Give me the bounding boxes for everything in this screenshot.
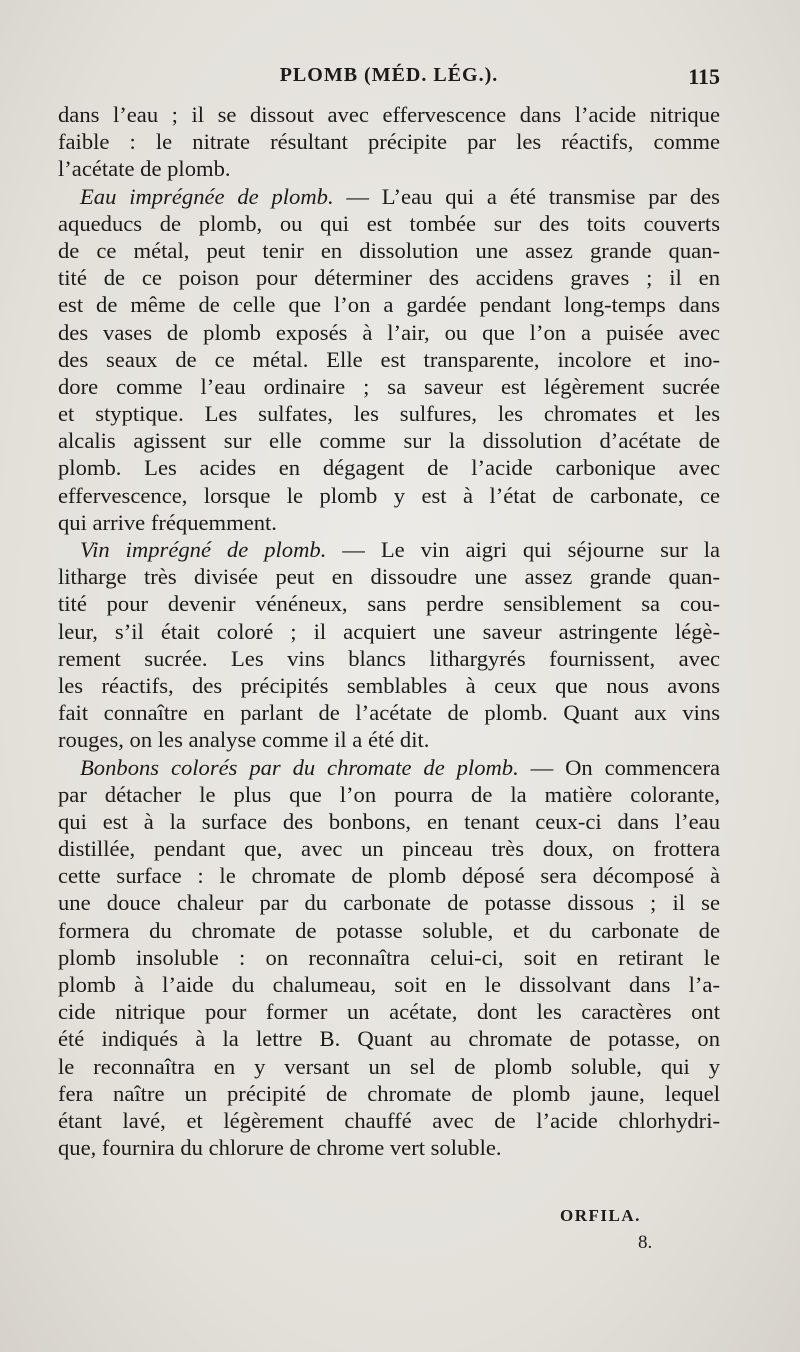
paragraph-heading-line: [58, 183, 720, 210]
text-line: [58, 618, 720, 645]
line-text: cide nitrique pour former un acétate, dont les caractères ont: [58, 999, 720, 1025]
line-text: qui est à la surface des bonbons, en tenant ceux-ci dans l’eau: [58, 808, 720, 834]
text-line: [58, 400, 720, 427]
page-header: [58, 64, 720, 104]
line-text: de ce métal, peut tenir en dissolution une assez grande quan-: [58, 237, 720, 263]
text-line: [58, 264, 720, 291]
line-text: étant lavé, et légèrement chauffé avec de l’acide chlorhydri-: [58, 1107, 720, 1133]
text-line: [58, 781, 720, 808]
text-line: [58, 998, 720, 1025]
line-text: et styptique. Les sulfates, les sulfures, les chromates et les: [58, 401, 720, 427]
section-heading: Bonbons colorés par du chromate de plomb.: [80, 754, 519, 780]
text-line: [58, 373, 720, 400]
text-line: [58, 319, 720, 346]
line-text: plomb. Les acides en dégagent de l’acide carbonique avec: [58, 455, 720, 481]
line-text: une douce chaleur par du carbonate de potasse dissous ; il se: [58, 890, 720, 916]
text-line: [58, 917, 720, 944]
text-line: [58, 1107, 720, 1134]
line-text: formera du chromate de potasse soluble, et du carbonate de: [58, 917, 720, 943]
text-line: [58, 1080, 720, 1107]
line-text: des seaux de ce métal. Elle est transparente, incolore et ino-: [58, 346, 720, 372]
text-line: [58, 1025, 720, 1052]
line-text: litharge très divisée peut en dissoudre une assez grande quan-: [58, 564, 720, 590]
text-line: [58, 346, 720, 373]
line-text: rement sucrée. Les vins blancs lithargyrés fournissent, avec: [58, 645, 720, 671]
article-body: [58, 101, 720, 1161]
text-line: [58, 509, 720, 536]
line-text: — L’eau qui a été transmise par des: [333, 183, 720, 209]
section-heading: Vin imprégné de plomb.: [80, 537, 327, 562]
line-text: tité pour devenir vénéneux, sans perdre sensiblement sa cou-: [58, 591, 720, 617]
text-line: [58, 482, 720, 509]
page-number: 115: [688, 64, 720, 89]
text-line: [58, 1053, 720, 1080]
line-text: — Le vin aigri qui séjourne sur la: [326, 537, 720, 562]
line-text: que, fournira du chlorure de chrome vert soluble.: [58, 1135, 502, 1161]
running-title: PLOMB (MÉD. LÉG.).: [279, 64, 499, 86]
text-line: [58, 862, 720, 889]
text-line: [58, 808, 720, 835]
line-text: faible : le nitrate résultant précipite par les réactifs, comme: [58, 129, 720, 155]
line-text: dore comme l’eau ordinaire ; sa saveur est légèrement sucrée: [58, 373, 720, 399]
line-text: été indiqués à la lettre B. Quant au chromate de potasse, on: [58, 1026, 720, 1052]
text-line: [58, 971, 720, 998]
author-signature: ORFILA.: [560, 1206, 641, 1225]
line-text: leur, s’il était coloré ; il acquiert une saveur astringente légè-: [58, 618, 720, 644]
paragraph-heading-line: [58, 754, 720, 781]
text-line: [58, 889, 720, 916]
line-text: des vases de plomb exposés à l’air, ou que l’on a puisée avec: [58, 319, 720, 345]
text-line: [58, 454, 720, 481]
text-line: [58, 128, 720, 155]
line-text: effervescence, lorsque le plomb y est à l’état de carbonate, ce: [58, 482, 720, 508]
text-line: [58, 210, 720, 237]
line-text: fera naître un précipité de chromate de plomb jaune, lequel: [58, 1080, 720, 1106]
text-line: [58, 672, 720, 699]
text-line: [58, 155, 720, 182]
paragraph-heading-line: [58, 536, 720, 563]
line-text: distillée, pendant que, avec un pinceau très doux, on frottera: [58, 836, 720, 862]
text-line: [58, 1134, 720, 1161]
line-text: le reconnaîtra en y versant un sel de plomb soluble, qui y: [58, 1053, 720, 1079]
line-text: rouges, on les analyse comme il a été dit.: [58, 727, 430, 753]
line-text: fait connaître en parlant de l’acétate de plomb. Quant aux vins: [58, 700, 720, 726]
line-text: alcalis agissent sur elle comme sur la dissolution d’acétate de: [58, 428, 720, 454]
sheet-signature-mark: 8.: [638, 1232, 653, 1253]
line-text: tité de ce poison pour déterminer des accidens graves ; il en: [58, 265, 720, 291]
line-text: plomb insoluble : on reconnaîtra celui-ci, soit en retirant le: [58, 944, 720, 970]
line-text: par détacher le plus que l’on pourra de la matière colorante,: [58, 781, 720, 807]
line-text: est de même de celle que l’on a gardée pendant long-temps dans: [58, 292, 720, 318]
text-line: [58, 237, 720, 264]
line-text: — On commencera: [518, 754, 720, 780]
section-heading: Eau imprégnée de plomb.: [80, 183, 334, 209]
text-line: [58, 563, 720, 590]
text-line: [58, 699, 720, 726]
text-line: [58, 726, 720, 753]
text-line: [58, 101, 720, 128]
line-text: qui arrive fréquemment.: [58, 509, 277, 535]
line-text: l’acétate de plomb.: [58, 156, 231, 182]
text-line: [58, 291, 720, 318]
text-line: [58, 590, 720, 617]
line-text: plomb à l’aide du chalumeau, soit en le dissolvant dans l’a-: [58, 972, 720, 997]
line-text: dans l’eau ; il se dissout avec effervescence dans l’acide nitrique: [58, 102, 720, 127]
line-text: aqueducs de plomb, ou qui est tombée sur des toits couverts: [58, 210, 720, 236]
text-line: [58, 645, 720, 672]
text-line: [58, 944, 720, 971]
line-text: les réactifs, des précipités semblables à ceux que nous avons: [58, 672, 720, 698]
text-line: [58, 427, 720, 454]
text-line: [58, 835, 720, 862]
line-text: cette surface : le chromate de plomb déposé sera décomposé à: [58, 863, 720, 889]
